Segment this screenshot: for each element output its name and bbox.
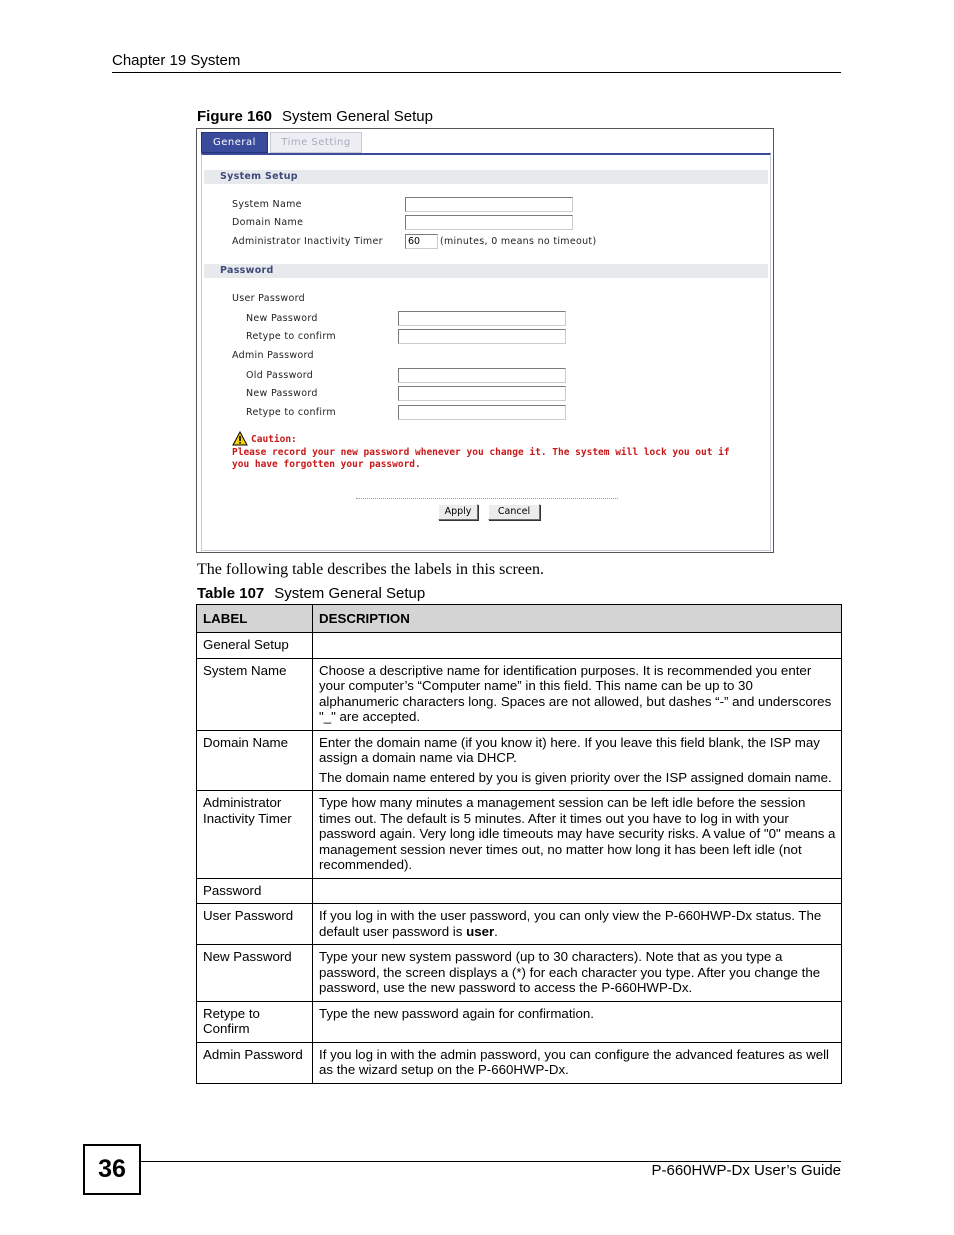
tab-time-setting[interactable]: Time Setting [270,132,362,153]
row-description: Type your new system password (up to 30 characters). Note that as you type a password, the screen displays a (*) for each character you type. After you change the password, use the new password to access the P-660HWP-Dx. [313,945,842,1002]
user-retype-label: Retype to confirm [246,331,336,342]
user-new-password-label: New Password [246,313,318,324]
admin-retype-label: Retype to confirm [246,407,336,418]
caution-line-1: Please record your new password whenever you change it. The system will lock you out if [232,447,730,458]
row-description: Type the new password again for confirmation. [313,1001,842,1042]
row-description [313,904,842,945]
intro-text: The following table describes the labels in this screen. [197,561,545,578]
table-row [197,1001,842,1042]
row-label: Domain Name [197,730,313,791]
row-label: Administrator Inactivity Timer [197,791,313,879]
row-label: New Password [197,945,313,1002]
row-description: If you log in with the admin password, you can configure the advanced features as well as the wizard setup on the P-660HWP-Dx. [313,1042,842,1083]
row-description [313,730,842,791]
domain-name-input[interactable] [405,215,573,230]
system-setup-heading: System Setup [204,170,768,184]
page-number: 36 [83,1144,141,1195]
table-caption [197,585,425,602]
system-name-label: System Name [232,199,302,210]
caution-line-2: you have forgotten your password. [232,459,421,470]
user-retype-input[interactable] [398,329,566,344]
table-row [197,904,842,945]
user-password-label: User Password [232,293,305,304]
table-header-row [197,605,842,633]
button-divider [356,498,618,499]
row-description-para: Enter the domain name (if you know it) here. If you leave this field blank, the ISP may assign a domain name via DHCP. [319,734,820,765]
domain-name-label: Domain Name [232,217,304,228]
tab-general[interactable]: General [201,132,268,153]
row-description [313,633,842,659]
header-label: LABEL [197,605,313,633]
table-title: System General Setup [274,585,426,602]
table-row [197,658,842,730]
row-description-end: . [494,923,498,939]
row-label: General Setup [197,633,313,659]
row-label: System Name [197,658,313,730]
old-password-input[interactable] [398,368,566,383]
row-label: User Password [197,904,313,945]
row-label: Password [197,878,313,904]
row-label: Admin Password [197,1042,313,1083]
admin-new-password-input[interactable] [398,386,566,401]
guide-title: P-660HWP-Dx User’s Guide [651,1162,841,1179]
default-user-password: user [466,923,495,939]
row-description-para: The domain name entered by you is given priority over the ISP assigned domain name. [319,769,832,785]
system-name-input[interactable] [405,197,573,212]
apply-button[interactable]: Apply [438,504,478,520]
table-row [197,791,842,879]
screenshot-frame [196,128,774,553]
figure-label: Figure 160 [197,108,273,125]
chapter-header: Chapter 19 System [112,52,241,69]
settings-panel [201,153,771,551]
admin-password-label: Admin Password [232,350,314,361]
admin-retype-input[interactable] [398,405,566,420]
inactivity-timer-input[interactable]: 60 [405,234,438,249]
row-description-text: If you log in with the user password, you can only view the P-660HWP-Dx status. The default user password is [319,908,822,939]
old-password-label: Old Password [246,370,314,381]
figure-title: System General Setup [282,108,433,125]
inactivity-timer-label: Administrator Inactivity Timer [232,236,383,247]
inactivity-timer-hint: (minutes, 0 means no timeout) [440,236,597,247]
user-new-password-input[interactable] [398,311,566,326]
row-description: Type how many minutes a management session can be left idle before the session times out. The default is 5 minutes. After it times out you have to log in with your password again. Very long idle timeouts may have security risks. A value of "0" means a management session never times out, no matter how long it has been left idle (not recommended). [313,791,842,879]
header-description: DESCRIPTION [313,605,842,633]
description-table [196,604,842,1084]
warning-icon [232,431,248,446]
table-label: Table 107 [197,585,265,602]
table-row [197,633,842,659]
row-description: Choose a descriptive name for identification purposes. It is recommended you enter your computer’s “Computer name” in this field. This name can be up to 30 alphanumeric characters long. Spaces are not allowed, but dashes “-” and underscores "_" are accepted. [313,658,842,730]
header-rule [112,72,841,73]
table-row [197,878,842,904]
caution-title: Caution: [251,434,297,445]
table-row [197,730,842,791]
table-row [197,1042,842,1083]
figure-caption [197,108,433,125]
row-label: Retype to Confirm [197,1001,313,1042]
cancel-button[interactable]: Cancel [488,504,540,520]
admin-new-password-label: New Password [246,388,318,399]
password-heading: Password [204,264,768,278]
table-row [197,945,842,1002]
tab-bar [197,129,773,153]
row-description [313,878,842,904]
